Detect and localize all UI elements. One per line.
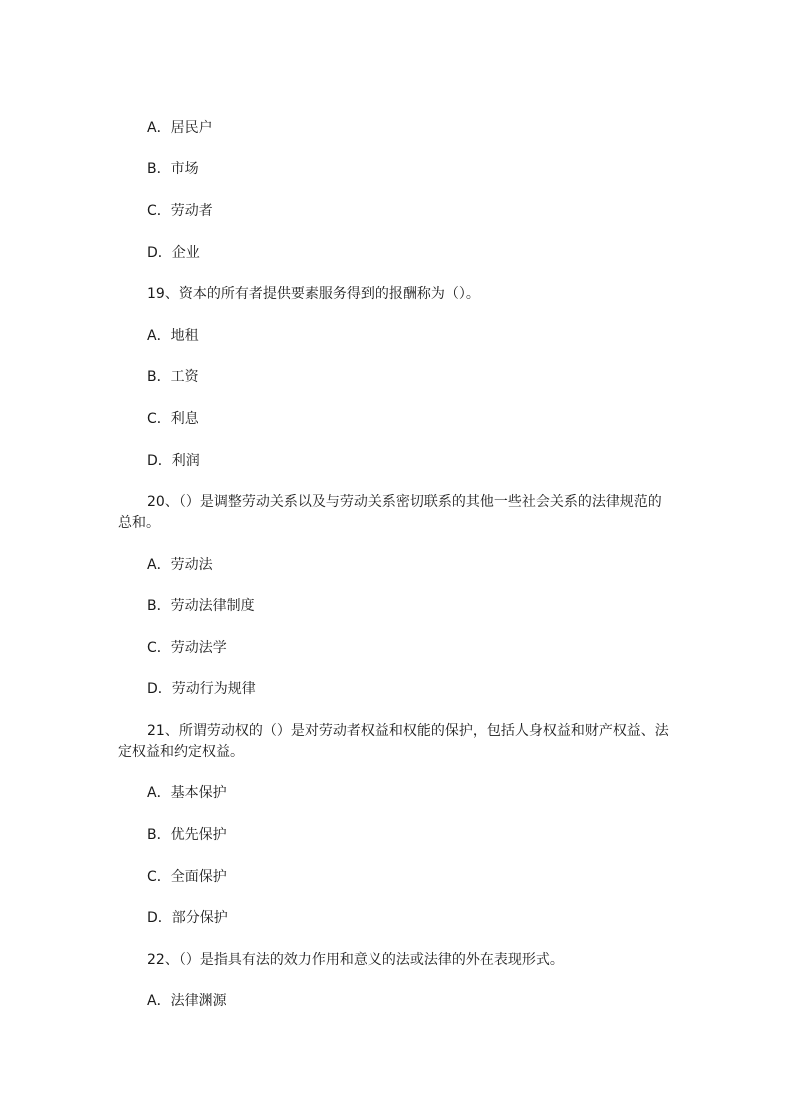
option-20-d: D．劳动行为规律 [147, 681, 256, 697]
option-18-a: A．居民户 [147, 120, 213, 136]
option-18-c: C．劳动者 [147, 203, 213, 219]
option-21-a: A．基本保护 [147, 785, 227, 801]
option-19-d: D．利润 [147, 453, 200, 469]
option-19-b: B．工资 [147, 369, 199, 385]
question-21-line-1: 21、所谓劳动权的（）是对劳动者权益和权能的保护，包括人身权益和财产权益、法 [147, 723, 669, 739]
option-19-a: A．地租 [147, 328, 199, 344]
option-20-a: A．劳动法 [147, 557, 213, 573]
question-19: 19、资本的所有者提供要素服务得到的报酬称为（）。 [147, 286, 480, 302]
question-22: 22、（）是指具有法的效力作用和意义的法或法律的外在表现形式。 [147, 952, 564, 968]
option-21-c: C．全面保护 [147, 869, 227, 885]
option-19-c: C．利息 [147, 411, 199, 427]
question-20-line-1: 20、（）是调整劳动关系以及与劳动关系密切联系的其他一些社会关系的法律规范的 [147, 494, 662, 510]
question-20-line-2: 总和。 [118, 515, 160, 531]
question-21-line-2: 定权益和约定权益。 [118, 744, 244, 760]
option-22-a: A．法律渊源 [147, 993, 227, 1009]
option-20-b: B．劳动法律制度 [147, 598, 255, 614]
option-18-b: B．市场 [147, 161, 199, 177]
option-21-b: B．优先保护 [147, 827, 227, 843]
option-18-d: D．企业 [147, 245, 200, 261]
option-20-c: C．劳动法学 [147, 640, 227, 656]
option-21-d: D．部分保护 [147, 910, 228, 926]
